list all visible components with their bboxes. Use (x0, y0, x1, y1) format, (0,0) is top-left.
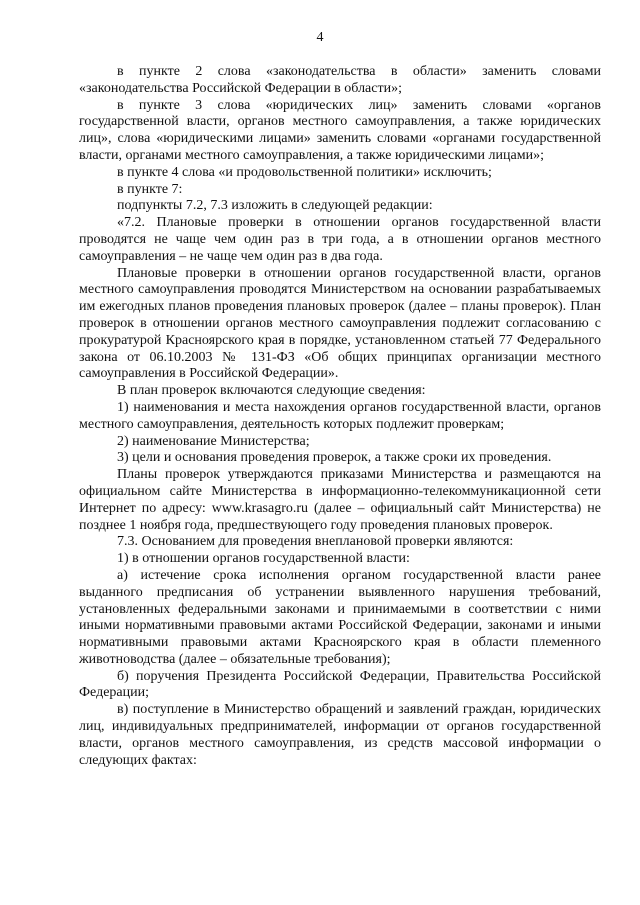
paragraph-grounds-item-1: 1) в отношении органов государственной власти: (117, 551, 410, 567)
page-number: 4 (316, 30, 324, 45)
paragraph-item3-replacement: в пункте 3 слова «юридических лиц» заменить словами «органов государственной власти, органов местного самоуправления, а также юридических лиц», слова «юридическими лицами» заменить словами «органами государственной власти, органами местного самоуправления, а также юридическими лицами»; (79, 97, 601, 163)
paragraph-7-2-frequency: «7.2. Плановые проверки в отношении органов государственной власти проводятся не чаще чем один раз в три года, а в отношении органов местного самоуправления – не чаще чем один раз в два года. (79, 215, 601, 264)
paragraph-item2-replacement: в пункте 2 слова «законодательства в области» заменить словами «законодательства Российской Федерации в области»; (79, 64, 601, 96)
document-body (79, 64, 601, 769)
paragraph-grounds-item-a: а) истечение срока исполнения органом государственной власти ранее выданного предписания об устранении выявленного нарушения требований, установленных федеральными законами и принимаемыми в соответствии с ними иными нормативными правовыми актами Российской Федерации, законами и иными нормативными правовыми актами Красноярского края в области племенного животноводства (далее – обязательные требования); (79, 567, 601, 667)
paragraph-plan-item-1: 1) наименования и места нахождения органов государственной власти, органов местного самоуправления, деятельность которых подлежит проверкам; (79, 399, 601, 432)
paragraph-plan-item-3: 3) цели и основания проведения проверок, а также сроки их проведения. (117, 450, 552, 466)
paragraph-item7-intro: в пункте 7: (117, 181, 183, 197)
paragraph-plan-approval: Планы проверок утверждаются приказами Министерства и размещаются на официальном сайте Министерства в информационно-телекоммуникационной сети Интернет по адресу: www.krasagro.ru (далее – официальный сайт Министерства) не позднее 1 ноября года, предшествующего году проведения плановых проверок. (79, 467, 601, 533)
paragraph-plan-item-2: 2) наименование Министерства; (117, 433, 310, 449)
paragraph-7-3-grounds: 7.3. Основанием для проведения внеплановой проверки являются: (117, 534, 514, 550)
paragraph-plan-contents-intro: В план проверок включаются следующие сведения: (117, 383, 426, 399)
paragraph-grounds-item-c: в) поступление в Министерство обращений и заявлений граждан, юридических лиц, индивидуальных предпринимателей, информации от органов государственной власти, органов местного самоуправления, из средств массовой информации о следующих фактах: (79, 702, 601, 768)
paragraph-grounds-item-b: б) поручения Президента Российской Федерации, Правительства Российской Федерации; (79, 668, 601, 701)
paragraph-planned-inspections: Плановые проверки в отношении органов государственной власти, органов местного самоуправления проводятся Министерством на основании разрабатываемых им ежегодных планов проведения плановых проверок (далее – планы проверок). План проверок в отношении органов местного самоуправления подлежит согласованию с прокуратурой Красноярского края в порядке, установленном статьей 77 Федерального закона от 06.10.2003 № 131-ФЗ «Об общих принципах организации местного самоуправления в Российской Федерации». (79, 265, 601, 382)
paragraph-subitems-intro: подпункты 7.2, 7.3 изложить в следующей редакции: (117, 198, 433, 214)
paragraph-item4-exclusion: в пункте 4 слова «и продовольственной политики» исключить; (117, 164, 492, 180)
